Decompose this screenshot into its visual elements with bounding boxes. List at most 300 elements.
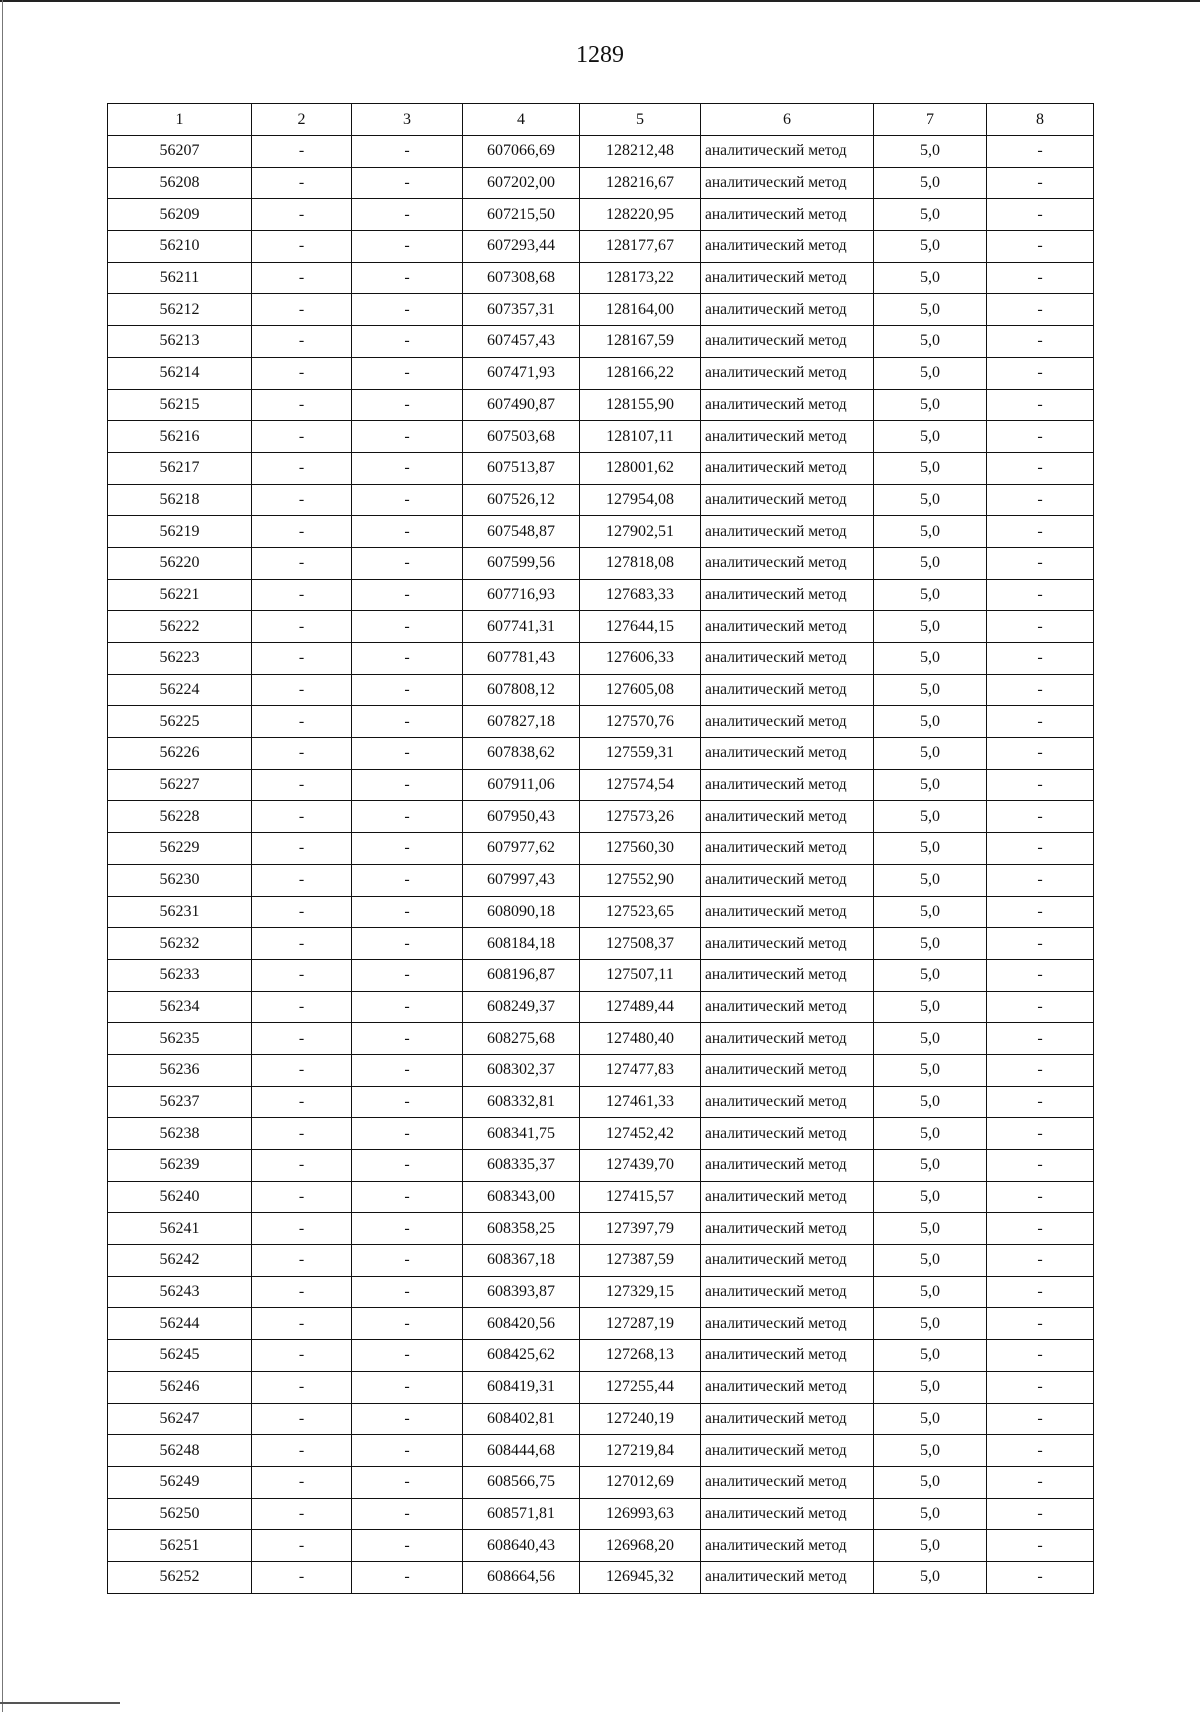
- x-coordinate-cell: 607741,31: [463, 611, 580, 643]
- point-number-cell: 56218: [108, 484, 252, 516]
- method-cell: аналитический метод: [701, 294, 874, 326]
- accuracy-cell: 5,0: [874, 674, 987, 706]
- x-coordinate-cell: 608393,87: [463, 1276, 580, 1308]
- table-row: [108, 896, 1094, 928]
- point-number-cell: 56220: [108, 547, 252, 579]
- accuracy-cell: 5,0: [874, 357, 987, 389]
- table-row: [108, 833, 1094, 865]
- col3-cell: -: [352, 136, 463, 168]
- y-coordinate-cell: 127574,54: [580, 769, 701, 801]
- table-row: [108, 643, 1094, 675]
- y-coordinate-cell: 128216,67: [580, 167, 701, 199]
- accuracy-cell: 5,0: [874, 1086, 987, 1118]
- method-cell: аналитический метод: [701, 1340, 874, 1372]
- table-row: [108, 611, 1094, 643]
- col2-cell: -: [252, 959, 352, 991]
- point-number-cell: 56250: [108, 1498, 252, 1530]
- accuracy-cell: 5,0: [874, 706, 987, 738]
- method-cell: аналитический метод: [701, 1466, 874, 1498]
- accuracy-cell: 5,0: [874, 1435, 987, 1467]
- col2-cell: -: [252, 864, 352, 896]
- scan-border-left: [2, 0, 3, 1712]
- col8-cell: -: [987, 579, 1094, 611]
- col2-cell: -: [252, 769, 352, 801]
- accuracy-cell: 5,0: [874, 801, 987, 833]
- col3-cell: -: [352, 991, 463, 1023]
- col2-cell: -: [252, 516, 352, 548]
- col3-cell: -: [352, 326, 463, 358]
- method-cell: аналитический метод: [701, 896, 874, 928]
- table-row: [108, 864, 1094, 896]
- col3-cell: -: [352, 1086, 463, 1118]
- y-coordinate-cell: 128173,22: [580, 262, 701, 294]
- point-number-cell: 56242: [108, 1245, 252, 1277]
- y-coordinate-cell: 127818,08: [580, 547, 701, 579]
- y-coordinate-cell: 127605,08: [580, 674, 701, 706]
- point-number-cell: 56209: [108, 199, 252, 231]
- accuracy-cell: 5,0: [874, 326, 987, 358]
- col8-cell: -: [987, 864, 1094, 896]
- y-coordinate-cell: 127477,83: [580, 1054, 701, 1086]
- point-number-cell: 56233: [108, 959, 252, 991]
- col2-cell: -: [252, 738, 352, 770]
- col3-cell: -: [352, 1340, 463, 1372]
- x-coordinate-cell: 607808,12: [463, 674, 580, 706]
- col2-cell: -: [252, 1276, 352, 1308]
- point-number-cell: 56222: [108, 611, 252, 643]
- col3-cell: -: [352, 262, 463, 294]
- table-row: [108, 1086, 1094, 1118]
- col8-cell: -: [987, 1181, 1094, 1213]
- point-number-cell: 56246: [108, 1371, 252, 1403]
- col2-cell: -: [252, 1023, 352, 1055]
- accuracy-cell: 5,0: [874, 1245, 987, 1277]
- y-coordinate-cell: 127573,26: [580, 801, 701, 833]
- x-coordinate-cell: 607215,50: [463, 199, 580, 231]
- table-row: [108, 1403, 1094, 1435]
- method-cell: аналитический метод: [701, 516, 874, 548]
- accuracy-cell: 5,0: [874, 579, 987, 611]
- method-cell: аналитический метод: [701, 1276, 874, 1308]
- x-coordinate-cell: 608402,81: [463, 1403, 580, 1435]
- col8-cell: -: [987, 294, 1094, 326]
- col8-cell: -: [987, 896, 1094, 928]
- coordinates-table: [107, 103, 1094, 1594]
- point-number-cell: 56207: [108, 136, 252, 168]
- accuracy-cell: 5,0: [874, 738, 987, 770]
- accuracy-cell: 5,0: [874, 262, 987, 294]
- y-coordinate-cell: 126945,32: [580, 1561, 701, 1593]
- y-coordinate-cell: 127606,33: [580, 643, 701, 675]
- point-number-cell: 56229: [108, 833, 252, 865]
- method-cell: аналитический метод: [701, 262, 874, 294]
- table-row: [108, 706, 1094, 738]
- point-number-cell: 56223: [108, 643, 252, 675]
- col3-cell: -: [352, 199, 463, 231]
- col8-cell: -: [987, 389, 1094, 421]
- point-number-cell: 56226: [108, 738, 252, 770]
- col2-cell: -: [252, 579, 352, 611]
- method-cell: аналитический метод: [701, 1023, 874, 1055]
- x-coordinate-cell: 608358,25: [463, 1213, 580, 1245]
- table-row: [108, 1308, 1094, 1340]
- point-number-cell: 56227: [108, 769, 252, 801]
- col2-cell: -: [252, 452, 352, 484]
- accuracy-cell: 5,0: [874, 516, 987, 548]
- col8-cell: -: [987, 959, 1094, 991]
- table-row: [108, 484, 1094, 516]
- x-coordinate-cell: 607202,00: [463, 167, 580, 199]
- table-row: [108, 1561, 1094, 1593]
- method-cell: аналитический метод: [701, 928, 874, 960]
- page-number: 1289: [576, 42, 624, 68]
- x-coordinate-cell: 608335,37: [463, 1150, 580, 1182]
- y-coordinate-cell: 127219,84: [580, 1435, 701, 1467]
- y-coordinate-cell: 127508,37: [580, 928, 701, 960]
- col8-cell: -: [987, 484, 1094, 516]
- x-coordinate-cell: 608196,87: [463, 959, 580, 991]
- col8-cell: -: [987, 1245, 1094, 1277]
- method-cell: аналитический метод: [701, 1498, 874, 1530]
- method-cell: аналитический метод: [701, 991, 874, 1023]
- method-cell: аналитический метод: [701, 611, 874, 643]
- col2-cell: -: [252, 547, 352, 579]
- col2-cell: -: [252, 326, 352, 358]
- table-row: [108, 674, 1094, 706]
- y-coordinate-cell: 127397,79: [580, 1213, 701, 1245]
- col2-cell: -: [252, 991, 352, 1023]
- method-cell: аналитический метод: [701, 1245, 874, 1277]
- accuracy-cell: 5,0: [874, 1213, 987, 1245]
- col8-cell: -: [987, 421, 1094, 453]
- col2-cell: -: [252, 674, 352, 706]
- col3-cell: -: [352, 928, 463, 960]
- col2-cell: -: [252, 643, 352, 675]
- y-coordinate-cell: 128107,11: [580, 421, 701, 453]
- table-row: [108, 801, 1094, 833]
- col2-cell: -: [252, 1561, 352, 1593]
- point-number-cell: 56248: [108, 1435, 252, 1467]
- col3-cell: -: [352, 1118, 463, 1150]
- x-coordinate-cell: 607781,43: [463, 643, 580, 675]
- col2-cell: -: [252, 421, 352, 453]
- col3-cell: -: [352, 547, 463, 579]
- accuracy-cell: 5,0: [874, 547, 987, 579]
- col2-cell: -: [252, 294, 352, 326]
- accuracy-cell: 5,0: [874, 136, 987, 168]
- col2-cell: -: [252, 833, 352, 865]
- y-coordinate-cell: 127329,15: [580, 1276, 701, 1308]
- x-coordinate-cell: 607838,62: [463, 738, 580, 770]
- x-coordinate-cell: 608566,75: [463, 1466, 580, 1498]
- method-cell: аналитический метод: [701, 1181, 874, 1213]
- accuracy-cell: 5,0: [874, 1498, 987, 1530]
- col8-cell: -: [987, 1403, 1094, 1435]
- table-row: [108, 136, 1094, 168]
- accuracy-cell: 5,0: [874, 928, 987, 960]
- table-row: [108, 1245, 1094, 1277]
- col2-cell: -: [252, 1213, 352, 1245]
- col8-cell: -: [987, 1371, 1094, 1403]
- col8-cell: -: [987, 167, 1094, 199]
- accuracy-cell: 5,0: [874, 389, 987, 421]
- col3-cell: -: [352, 357, 463, 389]
- table-row: [108, 357, 1094, 389]
- point-number-cell: 56225: [108, 706, 252, 738]
- accuracy-cell: 5,0: [874, 1530, 987, 1562]
- table-row: [108, 452, 1094, 484]
- point-number-cell: 56237: [108, 1086, 252, 1118]
- y-coordinate-cell: 128166,22: [580, 357, 701, 389]
- table-row: [108, 579, 1094, 611]
- col2-cell: -: [252, 357, 352, 389]
- col3-cell: -: [352, 1023, 463, 1055]
- col2-cell: -: [252, 199, 352, 231]
- column-header-5: 5: [580, 104, 701, 136]
- col3-cell: -: [352, 769, 463, 801]
- col8-cell: -: [987, 928, 1094, 960]
- y-coordinate-cell: 127439,70: [580, 1150, 701, 1182]
- y-coordinate-cell: 127507,11: [580, 959, 701, 991]
- col8-cell: -: [987, 1023, 1094, 1055]
- x-coordinate-cell: 607827,18: [463, 706, 580, 738]
- col3-cell: -: [352, 1498, 463, 1530]
- point-number-cell: 56211: [108, 262, 252, 294]
- x-coordinate-cell: 608343,00: [463, 1181, 580, 1213]
- x-coordinate-cell: 607950,43: [463, 801, 580, 833]
- method-cell: аналитический метод: [701, 1118, 874, 1150]
- x-coordinate-cell: 607457,43: [463, 326, 580, 358]
- col3-cell: -: [352, 1466, 463, 1498]
- col2-cell: -: [252, 1054, 352, 1086]
- col2-cell: -: [252, 1403, 352, 1435]
- table-row: [108, 991, 1094, 1023]
- col8-cell: -: [987, 1466, 1094, 1498]
- table-row: [108, 326, 1094, 358]
- method-cell: аналитический метод: [701, 1561, 874, 1593]
- col3-cell: -: [352, 389, 463, 421]
- col3-cell: -: [352, 738, 463, 770]
- col8-cell: -: [987, 136, 1094, 168]
- accuracy-cell: 5,0: [874, 1118, 987, 1150]
- col8-cell: -: [987, 1498, 1094, 1530]
- col2-cell: -: [252, 136, 352, 168]
- method-cell: аналитический метод: [701, 769, 874, 801]
- point-number-cell: 56234: [108, 991, 252, 1023]
- method-cell: аналитический метод: [701, 738, 874, 770]
- point-number-cell: 56216: [108, 421, 252, 453]
- y-coordinate-cell: 127287,19: [580, 1308, 701, 1340]
- x-coordinate-cell: 608275,68: [463, 1023, 580, 1055]
- accuracy-cell: 5,0: [874, 1561, 987, 1593]
- point-number-cell: 56213: [108, 326, 252, 358]
- col3-cell: -: [352, 231, 463, 263]
- x-coordinate-cell: 607911,06: [463, 769, 580, 801]
- col8-cell: -: [987, 547, 1094, 579]
- table-row: [108, 262, 1094, 294]
- accuracy-cell: 5,0: [874, 769, 987, 801]
- col8-cell: -: [987, 769, 1094, 801]
- y-coordinate-cell: 127415,57: [580, 1181, 701, 1213]
- col3-cell: -: [352, 167, 463, 199]
- col3-cell: -: [352, 579, 463, 611]
- col3-cell: -: [352, 706, 463, 738]
- col8-cell: -: [987, 643, 1094, 675]
- col8-cell: -: [987, 674, 1094, 706]
- method-cell: аналитический метод: [701, 452, 874, 484]
- x-coordinate-cell: 608420,56: [463, 1308, 580, 1340]
- col3-cell: -: [352, 294, 463, 326]
- table-row: [108, 389, 1094, 421]
- y-coordinate-cell: 127570,76: [580, 706, 701, 738]
- table-row: [108, 167, 1094, 199]
- x-coordinate-cell: 607526,12: [463, 484, 580, 516]
- column-header-6: 6: [701, 104, 874, 136]
- method-cell: аналитический метод: [701, 1371, 874, 1403]
- accuracy-cell: 5,0: [874, 1308, 987, 1340]
- col2-cell: -: [252, 801, 352, 833]
- method-cell: аналитический метод: [701, 1054, 874, 1086]
- method-cell: аналитический метод: [701, 579, 874, 611]
- scan-border-top: [0, 0, 1200, 2]
- col3-cell: -: [352, 959, 463, 991]
- x-coordinate-cell: 608664,56: [463, 1561, 580, 1593]
- col3-cell: -: [352, 1403, 463, 1435]
- col3-cell: -: [352, 516, 463, 548]
- point-number-cell: 56231: [108, 896, 252, 928]
- column-header-7: 7: [874, 104, 987, 136]
- col8-cell: -: [987, 262, 1094, 294]
- accuracy-cell: 5,0: [874, 991, 987, 1023]
- col2-cell: -: [252, 1340, 352, 1372]
- table-row: [108, 516, 1094, 548]
- column-header-2: 2: [252, 104, 352, 136]
- col8-cell: -: [987, 611, 1094, 643]
- col2-cell: -: [252, 1530, 352, 1562]
- col8-cell: -: [987, 1086, 1094, 1118]
- col8-cell: -: [987, 1308, 1094, 1340]
- x-coordinate-cell: 607471,93: [463, 357, 580, 389]
- point-number-cell: 56214: [108, 357, 252, 389]
- x-coordinate-cell: 608444,68: [463, 1435, 580, 1467]
- method-cell: аналитический метод: [701, 484, 874, 516]
- method-cell: аналитический метод: [701, 357, 874, 389]
- x-coordinate-cell: 607997,43: [463, 864, 580, 896]
- point-number-cell: 56224: [108, 674, 252, 706]
- point-number-cell: 56240: [108, 1181, 252, 1213]
- method-cell: аналитический метод: [701, 959, 874, 991]
- y-coordinate-cell: 127489,44: [580, 991, 701, 1023]
- col2-cell: -: [252, 1118, 352, 1150]
- accuracy-cell: 5,0: [874, 294, 987, 326]
- y-coordinate-cell: 128177,67: [580, 231, 701, 263]
- col2-cell: -: [252, 1466, 352, 1498]
- table-row: [108, 294, 1094, 326]
- accuracy-cell: 5,0: [874, 167, 987, 199]
- col8-cell: -: [987, 1435, 1094, 1467]
- point-number-cell: 56212: [108, 294, 252, 326]
- col2-cell: -: [252, 1371, 352, 1403]
- point-number-cell: 56251: [108, 1530, 252, 1562]
- col2-cell: -: [252, 167, 352, 199]
- point-number-cell: 56243: [108, 1276, 252, 1308]
- y-coordinate-cell: 128164,00: [580, 294, 701, 326]
- y-coordinate-cell: 127461,33: [580, 1086, 701, 1118]
- table-row: [108, 547, 1094, 579]
- x-coordinate-cell: 607599,56: [463, 547, 580, 579]
- x-coordinate-cell: 607293,44: [463, 231, 580, 263]
- col8-cell: -: [987, 1213, 1094, 1245]
- x-coordinate-cell: 607716,93: [463, 579, 580, 611]
- col2-cell: -: [252, 706, 352, 738]
- x-coordinate-cell: 608419,31: [463, 1371, 580, 1403]
- accuracy-cell: 5,0: [874, 199, 987, 231]
- table-row: [108, 1371, 1094, 1403]
- accuracy-cell: 5,0: [874, 1466, 987, 1498]
- col2-cell: -: [252, 928, 352, 960]
- col8-cell: -: [987, 706, 1094, 738]
- point-number-cell: 56252: [108, 1561, 252, 1593]
- y-coordinate-cell: 127012,69: [580, 1466, 701, 1498]
- col3-cell: -: [352, 801, 463, 833]
- x-coordinate-cell: 607548,87: [463, 516, 580, 548]
- y-coordinate-cell: 127255,44: [580, 1371, 701, 1403]
- method-cell: аналитический метод: [701, 231, 874, 263]
- column-header-4: 4: [463, 104, 580, 136]
- table-row: [108, 199, 1094, 231]
- x-coordinate-cell: 607357,31: [463, 294, 580, 326]
- column-header-1: 1: [108, 104, 252, 136]
- col8-cell: -: [987, 516, 1094, 548]
- table-row: [108, 1530, 1094, 1562]
- method-cell: аналитический метод: [701, 1086, 874, 1118]
- method-cell: аналитический метод: [701, 421, 874, 453]
- point-number-cell: 56208: [108, 167, 252, 199]
- point-number-cell: 56239: [108, 1150, 252, 1182]
- table-row: [108, 1118, 1094, 1150]
- x-coordinate-cell: 608571,81: [463, 1498, 580, 1530]
- col8-cell: -: [987, 991, 1094, 1023]
- point-number-cell: 56230: [108, 864, 252, 896]
- col2-cell: -: [252, 262, 352, 294]
- col8-cell: -: [987, 231, 1094, 263]
- y-coordinate-cell: 127387,59: [580, 1245, 701, 1277]
- y-coordinate-cell: 128001,62: [580, 452, 701, 484]
- table-row: [108, 1181, 1094, 1213]
- accuracy-cell: 5,0: [874, 1023, 987, 1055]
- y-coordinate-cell: 128220,95: [580, 199, 701, 231]
- col3-cell: -: [352, 611, 463, 643]
- x-coordinate-cell: 608302,37: [463, 1054, 580, 1086]
- method-cell: аналитический метод: [701, 1403, 874, 1435]
- accuracy-cell: 5,0: [874, 1054, 987, 1086]
- x-coordinate-cell: 608090,18: [463, 896, 580, 928]
- col2-cell: -: [252, 231, 352, 263]
- col2-cell: -: [252, 1435, 352, 1467]
- col8-cell: -: [987, 1561, 1094, 1593]
- y-coordinate-cell: 128155,90: [580, 389, 701, 421]
- y-coordinate-cell: 126993,63: [580, 1498, 701, 1530]
- accuracy-cell: 5,0: [874, 959, 987, 991]
- col3-cell: -: [352, 1561, 463, 1593]
- y-coordinate-cell: 128167,59: [580, 326, 701, 358]
- col2-cell: -: [252, 896, 352, 928]
- point-number-cell: 56235: [108, 1023, 252, 1055]
- y-coordinate-cell: 127552,90: [580, 864, 701, 896]
- table-row: [108, 1213, 1094, 1245]
- col3-cell: -: [352, 864, 463, 896]
- y-coordinate-cell: 127683,33: [580, 579, 701, 611]
